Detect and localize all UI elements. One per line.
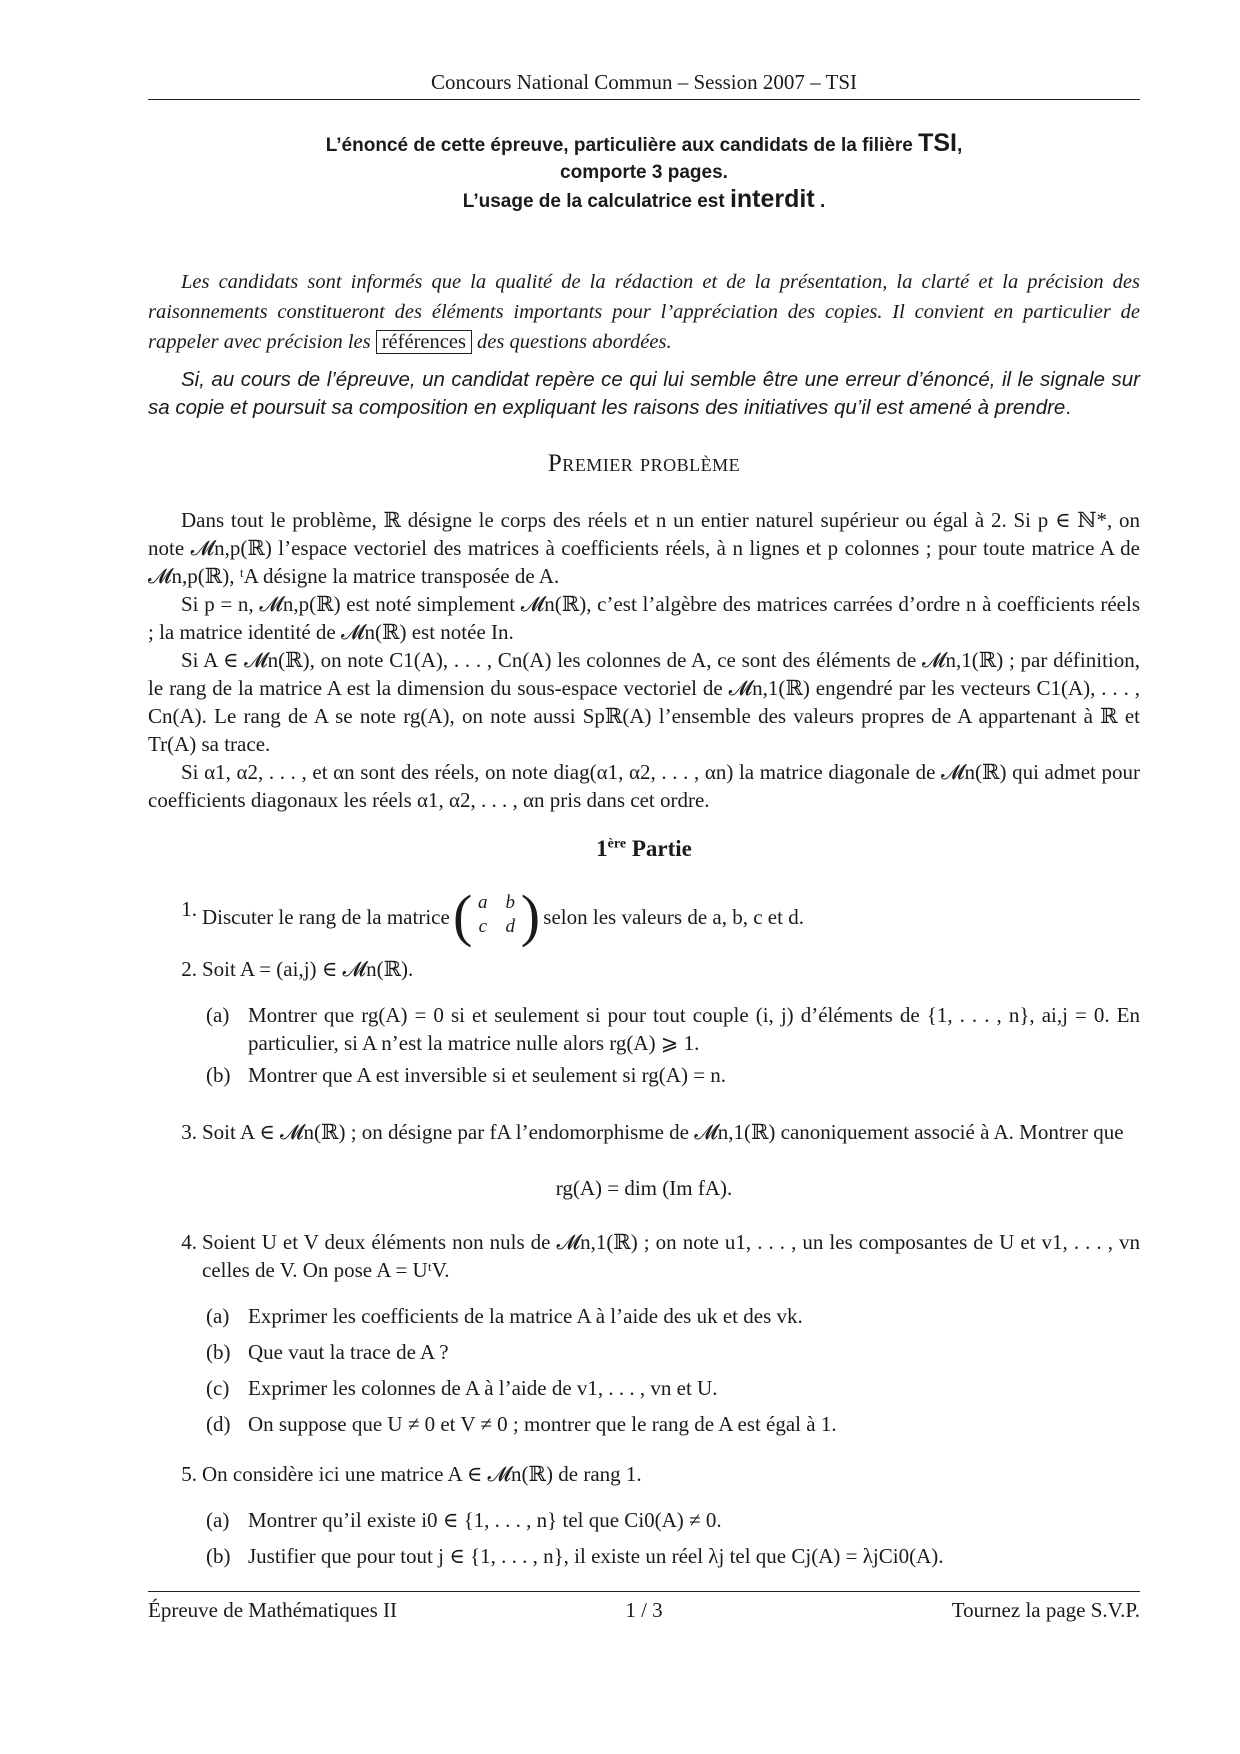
- sub-text: Exprimer les colonnes de A à l’aide de v1, . . . , vn et U.: [248, 1376, 718, 1400]
- intro-p2: Si p = n, 𝓜n,p(ℝ) est noté simplement 𝓜n(ℝ), c’est l’algèbre des matrices carrées d’ordre n à coefficients réels ; la matrice identité de 𝓜n(ℝ) est notée In.: [148, 592, 1140, 644]
- sub-text: On suppose que U ≠ 0 et V ≠ 0 ; montrer que le rang de A est égal à 1.: [248, 1412, 837, 1436]
- sub-text: Montrer qu’il existe i0 ∈ {1, . . . , n} tel que Ci0(A) ≠ 0.: [248, 1508, 722, 1532]
- part-number: 1: [596, 836, 608, 861]
- question-number: 4.: [181, 1230, 197, 1254]
- intro-text: des questions abordées.: [471, 331, 672, 353]
- equation-rank: rg(A) = dim (Im fA).: [555, 1176, 733, 1200]
- matrix-cell: b: [505, 892, 516, 913]
- intro-p3: Si A ∈ 𝓜n(ℝ), on note C1(A), . . . , Cn(A) les colonnes de A, ce sont des éléments de 𝓜n,1(ℝ) ; par définition, le rang de la matrice A est la dimension du sous-espace vectoriel de 𝓜n,1(ℝ) engendré par les vecteurs C1(A), . . . , Cn(A). Le rang de A se note rg(A), on note aussi Spℝ(A) l’ensemble des valeurs propres de A appartenant à ℝ et Tr(A) sa trace.: [148, 648, 1140, 756]
- sub-text: Justifier que pour tout j ∈ {1, . . . , n}, il existe un réel λj tel que Cj(A) = λjCi0(A).: [248, 1544, 944, 1568]
- sub-label: (c): [206, 1376, 230, 1400]
- exam-notice: [148, 130, 1140, 215]
- sub-label: (a): [206, 1003, 230, 1027]
- sub-text: Exprimer les coefficients de la matrice A à l’aide des uk et des vk.: [248, 1304, 803, 1328]
- warning-paragraph: [148, 366, 1140, 422]
- footer-turn-page: Tournez la page S.V.P.: [951, 1598, 1140, 1622]
- part-label: Partie: [626, 836, 692, 861]
- boxed-references: références: [376, 330, 472, 354]
- notice-interdit: interdit: [729, 185, 815, 213]
- question-text-a: Discuter le rang de la matrice: [202, 904, 450, 929]
- question-number: 1.: [181, 897, 197, 921]
- problem-intro: [148, 506, 1140, 814]
- question-number: 2.: [181, 957, 197, 981]
- warning-text: Si, au cours de l’épreuve, un candidat repère ce qui lui semble être une erreur d’énoncé, il le signale sur sa copie et poursuit sa composition en expliquant les raisons des initiatives qu’il est amené à prendre: [148, 368, 1140, 419]
- question-text: Soient U et V deux éléments non nuls de 𝓜n,1(ℝ) ; on note u1, . . . , un les composantes de U et v1, . . . , vn celles de V. On pose A = UᵗV.: [202, 1230, 1140, 1282]
- intro-p1: Dans tout le problème, ℝ désigne le corps des réels et n un entier naturel supérieur ou égal à 2. Si p ∈ ℕ*, on note 𝓜n,p(ℝ) l’espace vectoriel des matrices à coefficients réels, à n lignes et p colonnes ; pour toute matrice A de 𝓜n,p(ℝ), ᵗA désigne la matrice transposée de A.: [148, 508, 1140, 588]
- header-rule: [148, 99, 1140, 100]
- problem-title: Premier problème: [547, 450, 741, 477]
- sub-label: (b): [206, 1340, 231, 1364]
- notice-filiere: TSI: [918, 129, 958, 157]
- question-number: 5.: [181, 1462, 197, 1486]
- sub-label: (a): [206, 1304, 230, 1328]
- sub-label: (b): [206, 1063, 231, 1087]
- question-text: On considère ici une matrice A ∈ 𝓜n(ℝ) de rang 1.: [202, 1462, 642, 1486]
- sub-text: Montrer que rg(A) = 0 si et seulement si pour tout couple (i, j) d’éléments de {1, . . . , n}, ai,j = 0. En particulier, si A n’est la matrice nulle alors rg(A) ⩾ 1.: [248, 1003, 1140, 1055]
- question-number: 3.: [181, 1120, 197, 1144]
- matrix-cell: c: [478, 916, 488, 937]
- question-text: Soit A = (ai,j) ∈ 𝓜n(ℝ).: [202, 957, 414, 981]
- intro-text: Les candidats sont informés que la qualité de la rédaction et de la présentation, la clarté et la précision des raisonnements constitueront des éléments importants pour l’appréciation des copies. Il convient en particulier de rappeler avec précision les: [148, 271, 1140, 353]
- matrix-cell: a: [478, 892, 488, 913]
- page-number: 1 / 3: [625, 1598, 663, 1622]
- notice-line-3: [148, 186, 1140, 215]
- sub-text: Que vaut la trace de A ?: [248, 1340, 449, 1364]
- notice-text: L’usage de la calculatrice est: [462, 191, 730, 212]
- notice-text: L’énoncé de cette épreuve, particulière aux candidats de la filière: [325, 135, 919, 156]
- notice-line-1: [148, 130, 1140, 159]
- matrix-abcd: [453, 883, 541, 948]
- footer-subject: Épreuve de Mathématiques II: [148, 1598, 397, 1622]
- part-sup: ère: [607, 836, 627, 852]
- sub-label: (b): [206, 1544, 231, 1568]
- question-text-b: selon les valeurs de a, b, c et d.: [543, 904, 804, 929]
- paren-right: ): [520, 883, 541, 948]
- notice-text: ,: [957, 135, 963, 156]
- warning-end: .: [1065, 396, 1072, 419]
- question-text: Soit A ∈ 𝓜n(ℝ) ; on désigne par fA l’endomorphisme de 𝓜n,1(ℝ) canoniquement associé à A. Montrer que: [202, 1120, 1124, 1144]
- sub-text: Montrer que A est inversible si et seulement si rg(A) = n.: [248, 1063, 727, 1087]
- sub-label: (d): [206, 1412, 231, 1436]
- page-header: Concours National Commun – Session 2007 – TSI: [430, 70, 858, 94]
- footer-rule: [148, 1591, 1140, 1592]
- notice-line-2: comporte 3 pages.: [560, 162, 728, 183]
- intro-p4: Si α1, α2, . . . , et αn sont des réels, on note diag(α1, α2, . . . , αn) la matrice diagonale de 𝓜n(ℝ) qui admet pour coefficients diagonaux les réels α1, α2, . . . , αn pris dans cet ordre.: [148, 760, 1140, 812]
- paren-left: (: [453, 883, 473, 948]
- notice-text: .: [814, 191, 826, 212]
- part-title: [148, 836, 1140, 862]
- question-text: [202, 883, 1140, 948]
- matrix-cell: d: [505, 916, 516, 937]
- sub-label: (a): [206, 1508, 230, 1532]
- intro-paragraph: [148, 267, 1140, 357]
